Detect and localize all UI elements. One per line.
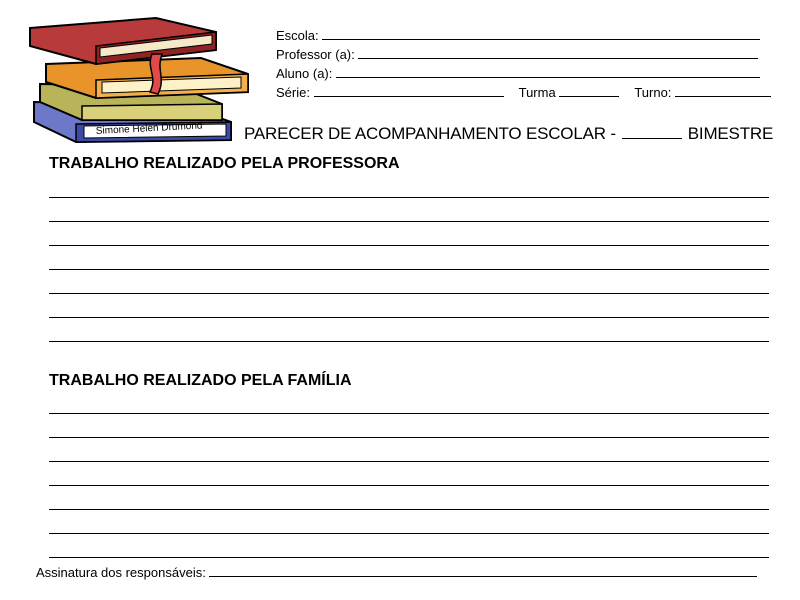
- writing-line[interactable]: [49, 293, 769, 294]
- serie-field[interactable]: [314, 84, 504, 97]
- aluno-row: [276, 65, 760, 83]
- aluno-label: Aluno (a):: [276, 66, 333, 81]
- turma-label: Turma: [518, 85, 556, 100]
- signature-label: Assinatura dos responsáveis:: [36, 565, 206, 580]
- writing-line[interactable]: [49, 485, 769, 486]
- writing-line[interactable]: [49, 221, 769, 222]
- turno-label: Turno:: [634, 85, 672, 100]
- turma-field[interactable]: [559, 84, 619, 97]
- writing-line[interactable]: [49, 197, 769, 198]
- writing-line[interactable]: [49, 341, 769, 342]
- signature-row: [36, 564, 757, 580]
- writing-line[interactable]: [49, 509, 769, 510]
- writing-line[interactable]: [49, 437, 769, 438]
- red-book-icon: [30, 18, 216, 64]
- professor-field[interactable]: [358, 46, 758, 59]
- serie-label: Série:: [276, 85, 310, 100]
- writing-line[interactable]: [49, 317, 769, 318]
- bimestre-field[interactable]: [622, 124, 682, 139]
- bookmark-ribbon-icon: [150, 54, 162, 94]
- writing-line[interactable]: [49, 245, 769, 246]
- escola-row: [276, 27, 760, 45]
- aluno-field[interactable]: [336, 65, 760, 78]
- section-title-professora: TRABALHO REALIZADO PELA PROFESSORA: [49, 155, 400, 172]
- title-suffix: BIMESTRE: [687, 124, 774, 143]
- signature-field[interactable]: [209, 564, 757, 577]
- writing-line[interactable]: [49, 533, 769, 534]
- section-title-familia: TRABALHO REALIZADO PELA FAMÍLIA: [49, 372, 352, 389]
- title-prefix: PARECER DE ACOMPANHAMENTO ESCOLAR -: [244, 124, 616, 143]
- writing-line[interactable]: [49, 413, 769, 414]
- writing-line[interactable]: [49, 557, 769, 558]
- writing-line[interactable]: [49, 269, 769, 270]
- page-title: [244, 124, 773, 144]
- orange-book-icon: [46, 58, 248, 98]
- turno-field[interactable]: [675, 84, 771, 97]
- escola-label: Escola:: [276, 28, 319, 43]
- professor-label: Professor (a):: [276, 47, 355, 62]
- escola-field[interactable]: [322, 27, 760, 40]
- books-stack-logo: [26, 14, 256, 146]
- writing-line[interactable]: [49, 461, 769, 462]
- logo-signature: Simone Helen Drumond: [95, 120, 203, 137]
- professor-row: [276, 46, 758, 64]
- serie-turma-turno-row: [276, 84, 771, 102]
